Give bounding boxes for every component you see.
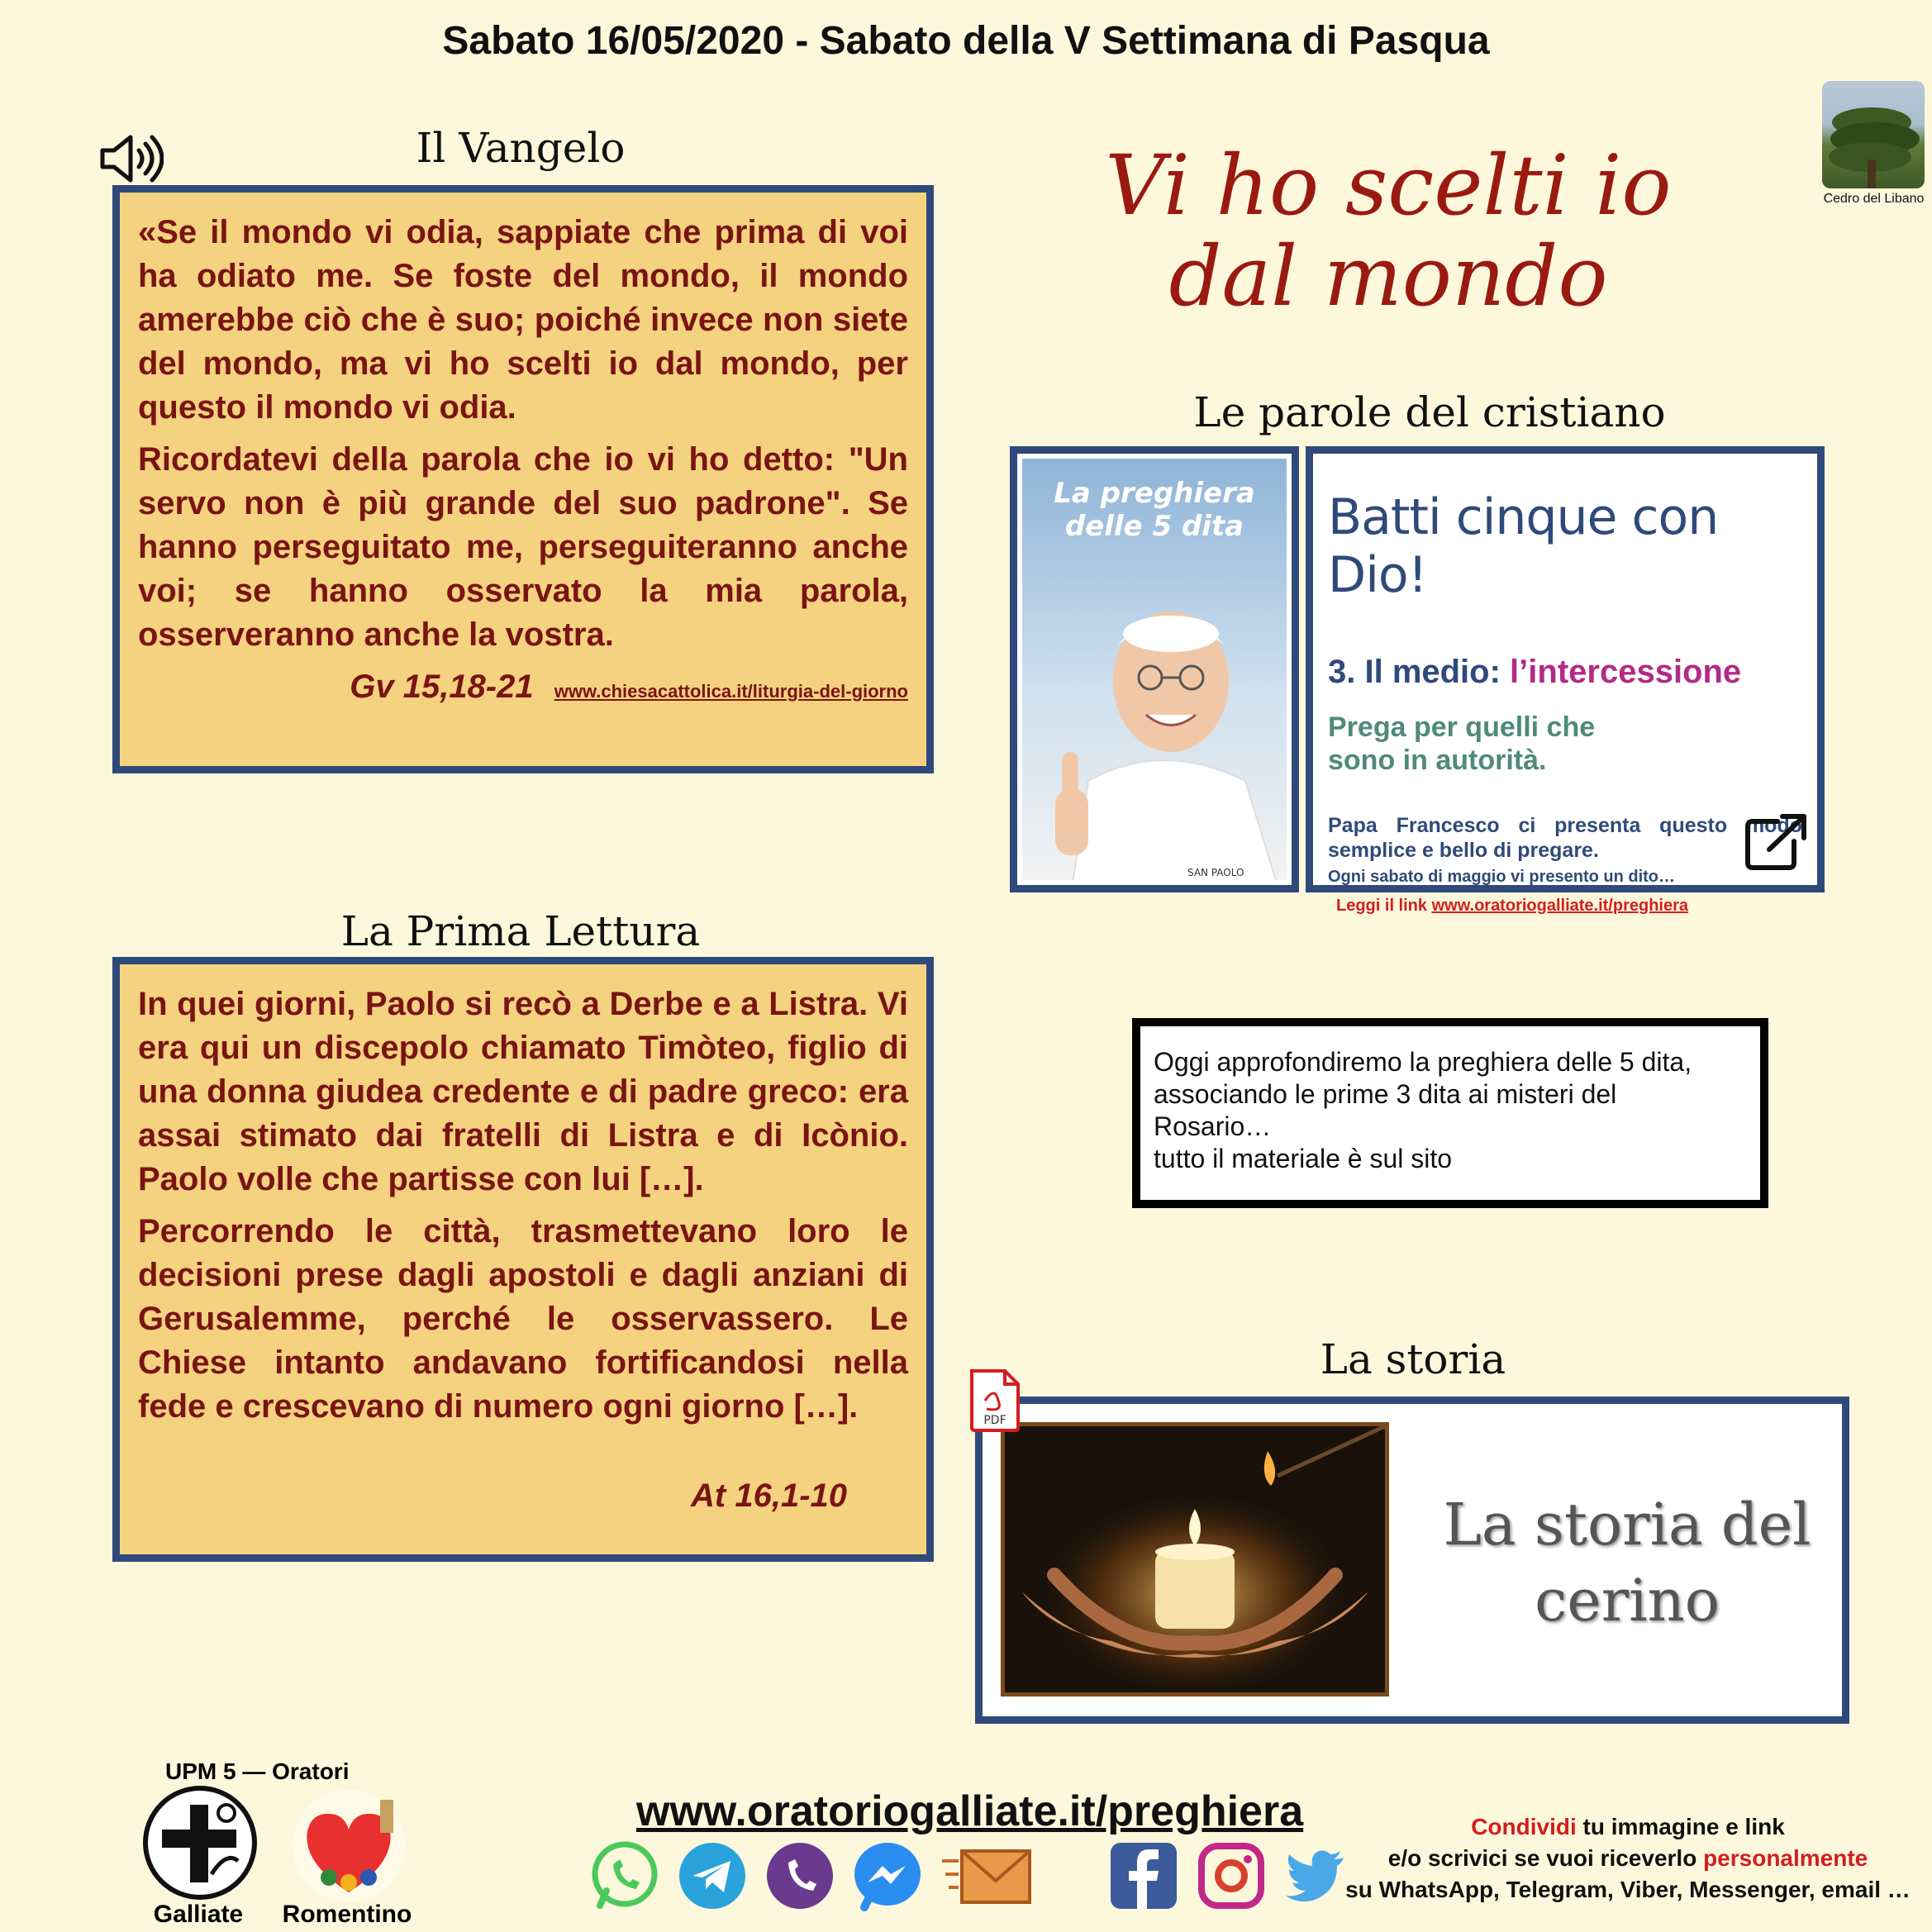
leggi-link[interactable] xyxy=(1328,897,1802,916)
note-line-3: Rosario… xyxy=(1154,1111,1272,1141)
share-condividi: Condividi xyxy=(1471,1814,1577,1839)
note-box xyxy=(1132,1018,1768,1208)
book-title xyxy=(1022,477,1287,543)
prega-line-2: sono in autorità. xyxy=(1328,745,1547,776)
papa-text: Papa Francesco ci presenta questo modo semplice e bello di pregare. xyxy=(1328,814,1802,862)
note-line-2: associando le prime 3 dita ai misteri del xyxy=(1154,1079,1617,1109)
book-title-line-1: La preghiera xyxy=(1054,477,1255,510)
share-text xyxy=(1339,1811,1917,1906)
book-title-line-2: delle 5 dita xyxy=(1064,510,1244,543)
parole-title: Le parole del cristiano xyxy=(1193,388,1666,436)
storia-title: La storia xyxy=(1320,1335,1506,1383)
note-line-1: Oggi approfondiremo la preghiera delle 5 dita, xyxy=(1154,1047,1692,1077)
prega-text xyxy=(1328,711,1802,777)
medio-highlight: l’intercessione xyxy=(1500,654,1742,690)
pdf-icon[interactable] xyxy=(967,1368,1023,1438)
facebook-icon[interactable] xyxy=(1107,1839,1180,1912)
prima-lettura-paragraph-2: Percorrendo le città, trasmettevano loro le decisioni prese dagli apostoli e dagli anziani di Gerusalemme, perché le osservassero. Le Chiese intanto andavano fortificandosi nella fede e crescevano di numero ogni giorno […]. xyxy=(138,1213,908,1425)
telegram-icon[interactable] xyxy=(676,1839,749,1912)
storia-card[interactable] xyxy=(975,1397,1849,1724)
book-cover-frame[interactable] xyxy=(1010,446,1299,892)
medio-heading xyxy=(1328,654,1802,691)
viber-icon[interactable] xyxy=(764,1839,836,1912)
pope-illustration xyxy=(1039,574,1287,880)
candle-image xyxy=(1001,1422,1389,1696)
title-quote xyxy=(950,137,1826,325)
romentino-label: Romentino xyxy=(282,1901,412,1928)
cedro-caption: Cedro del Libano xyxy=(1823,192,1925,206)
vangelo-reference: Gv 15,18-21 xyxy=(350,669,534,705)
whatsapp-icon[interactable] xyxy=(588,1839,661,1912)
page-title: Sabato 16/05/2020 - Sabato della V Settimana di Pasqua xyxy=(442,19,1490,63)
leggi-prefix: Leggi il link xyxy=(1336,897,1432,915)
batti-headline: Batti cinque con Dio! xyxy=(1328,488,1719,604)
galliate-logo[interactable] xyxy=(140,1783,259,1906)
share-line-1-rest: tu immagine e link xyxy=(1576,1814,1785,1839)
prima-lettura-paragraph-1: In quei giorni, Paolo si recò a Derbe e a Listra. Vi era qui un discepolo chiamato Timòteo, figlio di una donna giudea credente e di padre greco: era assai stimato dai fratelli di Listra e di Icònio. Paolo volle che partisse con lui […]. xyxy=(138,986,908,1197)
note-line-4: tutto il materiale è sul sito xyxy=(1154,1144,1453,1173)
prima-lettura-box xyxy=(112,957,934,1562)
leggi-url[interactable]: www.oratoriogalliate.it/preghiera xyxy=(1431,897,1689,915)
social-icons xyxy=(588,1839,1349,1922)
quote-line-2: dal mondo xyxy=(1168,228,1608,325)
storia-line-1: La storia del xyxy=(1443,1491,1811,1558)
cedro-image xyxy=(1822,81,1925,188)
prima-lettura-reference: At 16,1-10 xyxy=(691,1478,847,1514)
prima-lettura-title: La Prima Lettura xyxy=(340,907,701,955)
footer-url[interactable]: www.oratoriogalliate.it/preghiera xyxy=(636,1787,1304,1835)
sabato-text: Ogni sabato di maggio vi presento un dito… xyxy=(1328,868,1676,886)
speaker-icon[interactable] xyxy=(98,132,164,189)
vangelo-paragraph-1: «Se il mondo vi odia, sappiate che prima di voi ha odiato me. Se foste del mondo, il mondo amerebbe ciò che è suo; poiché invece non siete del mondo, ma vi ho scelti io dal mondo, per questo il mondo vi odia. xyxy=(138,214,908,426)
storia-line-2: cerino xyxy=(1535,1567,1720,1635)
external-link-icon[interactable] xyxy=(1744,813,1807,875)
share-line-3: su WhatsApp, Telegram, Viber, Messenger, email … xyxy=(1345,1877,1911,1902)
storia-heading xyxy=(1429,1487,1825,1639)
prayer-info-card xyxy=(1306,446,1825,915)
pdf-label: PDF xyxy=(983,1414,1006,1427)
email-icon[interactable] xyxy=(942,1844,1033,1911)
romentino-logo[interactable] xyxy=(289,1787,408,1910)
vangelo-paragraph-2: Ricordatevi della parola che io vi ho detto: "Un servo non è più grande del suo padrone". Se hanno perseguitato me, perseguiteranno anche voi; se hanno osservato la mia parola, osserveranno anche la vostra. xyxy=(138,441,908,653)
upm-label: UPM 5 — Oratori xyxy=(165,1758,350,1784)
share-line-2-prefix: e/o scrivici se vuoi riceverlo xyxy=(1387,1845,1704,1871)
book-cover xyxy=(1022,459,1287,880)
instagram-icon[interactable] xyxy=(1195,1839,1268,1912)
galliate-label: Galliate xyxy=(153,1901,244,1928)
share-personalmente: personalmente xyxy=(1703,1845,1868,1871)
vangelo-box xyxy=(112,185,934,773)
share-line-1 xyxy=(1339,1811,1917,1843)
quote-line-1: Vi ho scelti io xyxy=(1105,137,1672,234)
svg-text:SAN PAOLO: SAN PAOLO xyxy=(1187,867,1244,878)
vangelo-title: Il Vangelo xyxy=(416,124,626,172)
prega-line-1: Prega per quelli che xyxy=(1328,711,1596,743)
vangelo-link[interactable]: www.chiesacattolica.it/liturgia-del-giorno xyxy=(554,681,908,702)
medio-prefix: 3. Il medio: xyxy=(1328,654,1501,690)
share-line-2 xyxy=(1339,1843,1917,1874)
messenger-icon[interactable] xyxy=(851,1839,924,1912)
